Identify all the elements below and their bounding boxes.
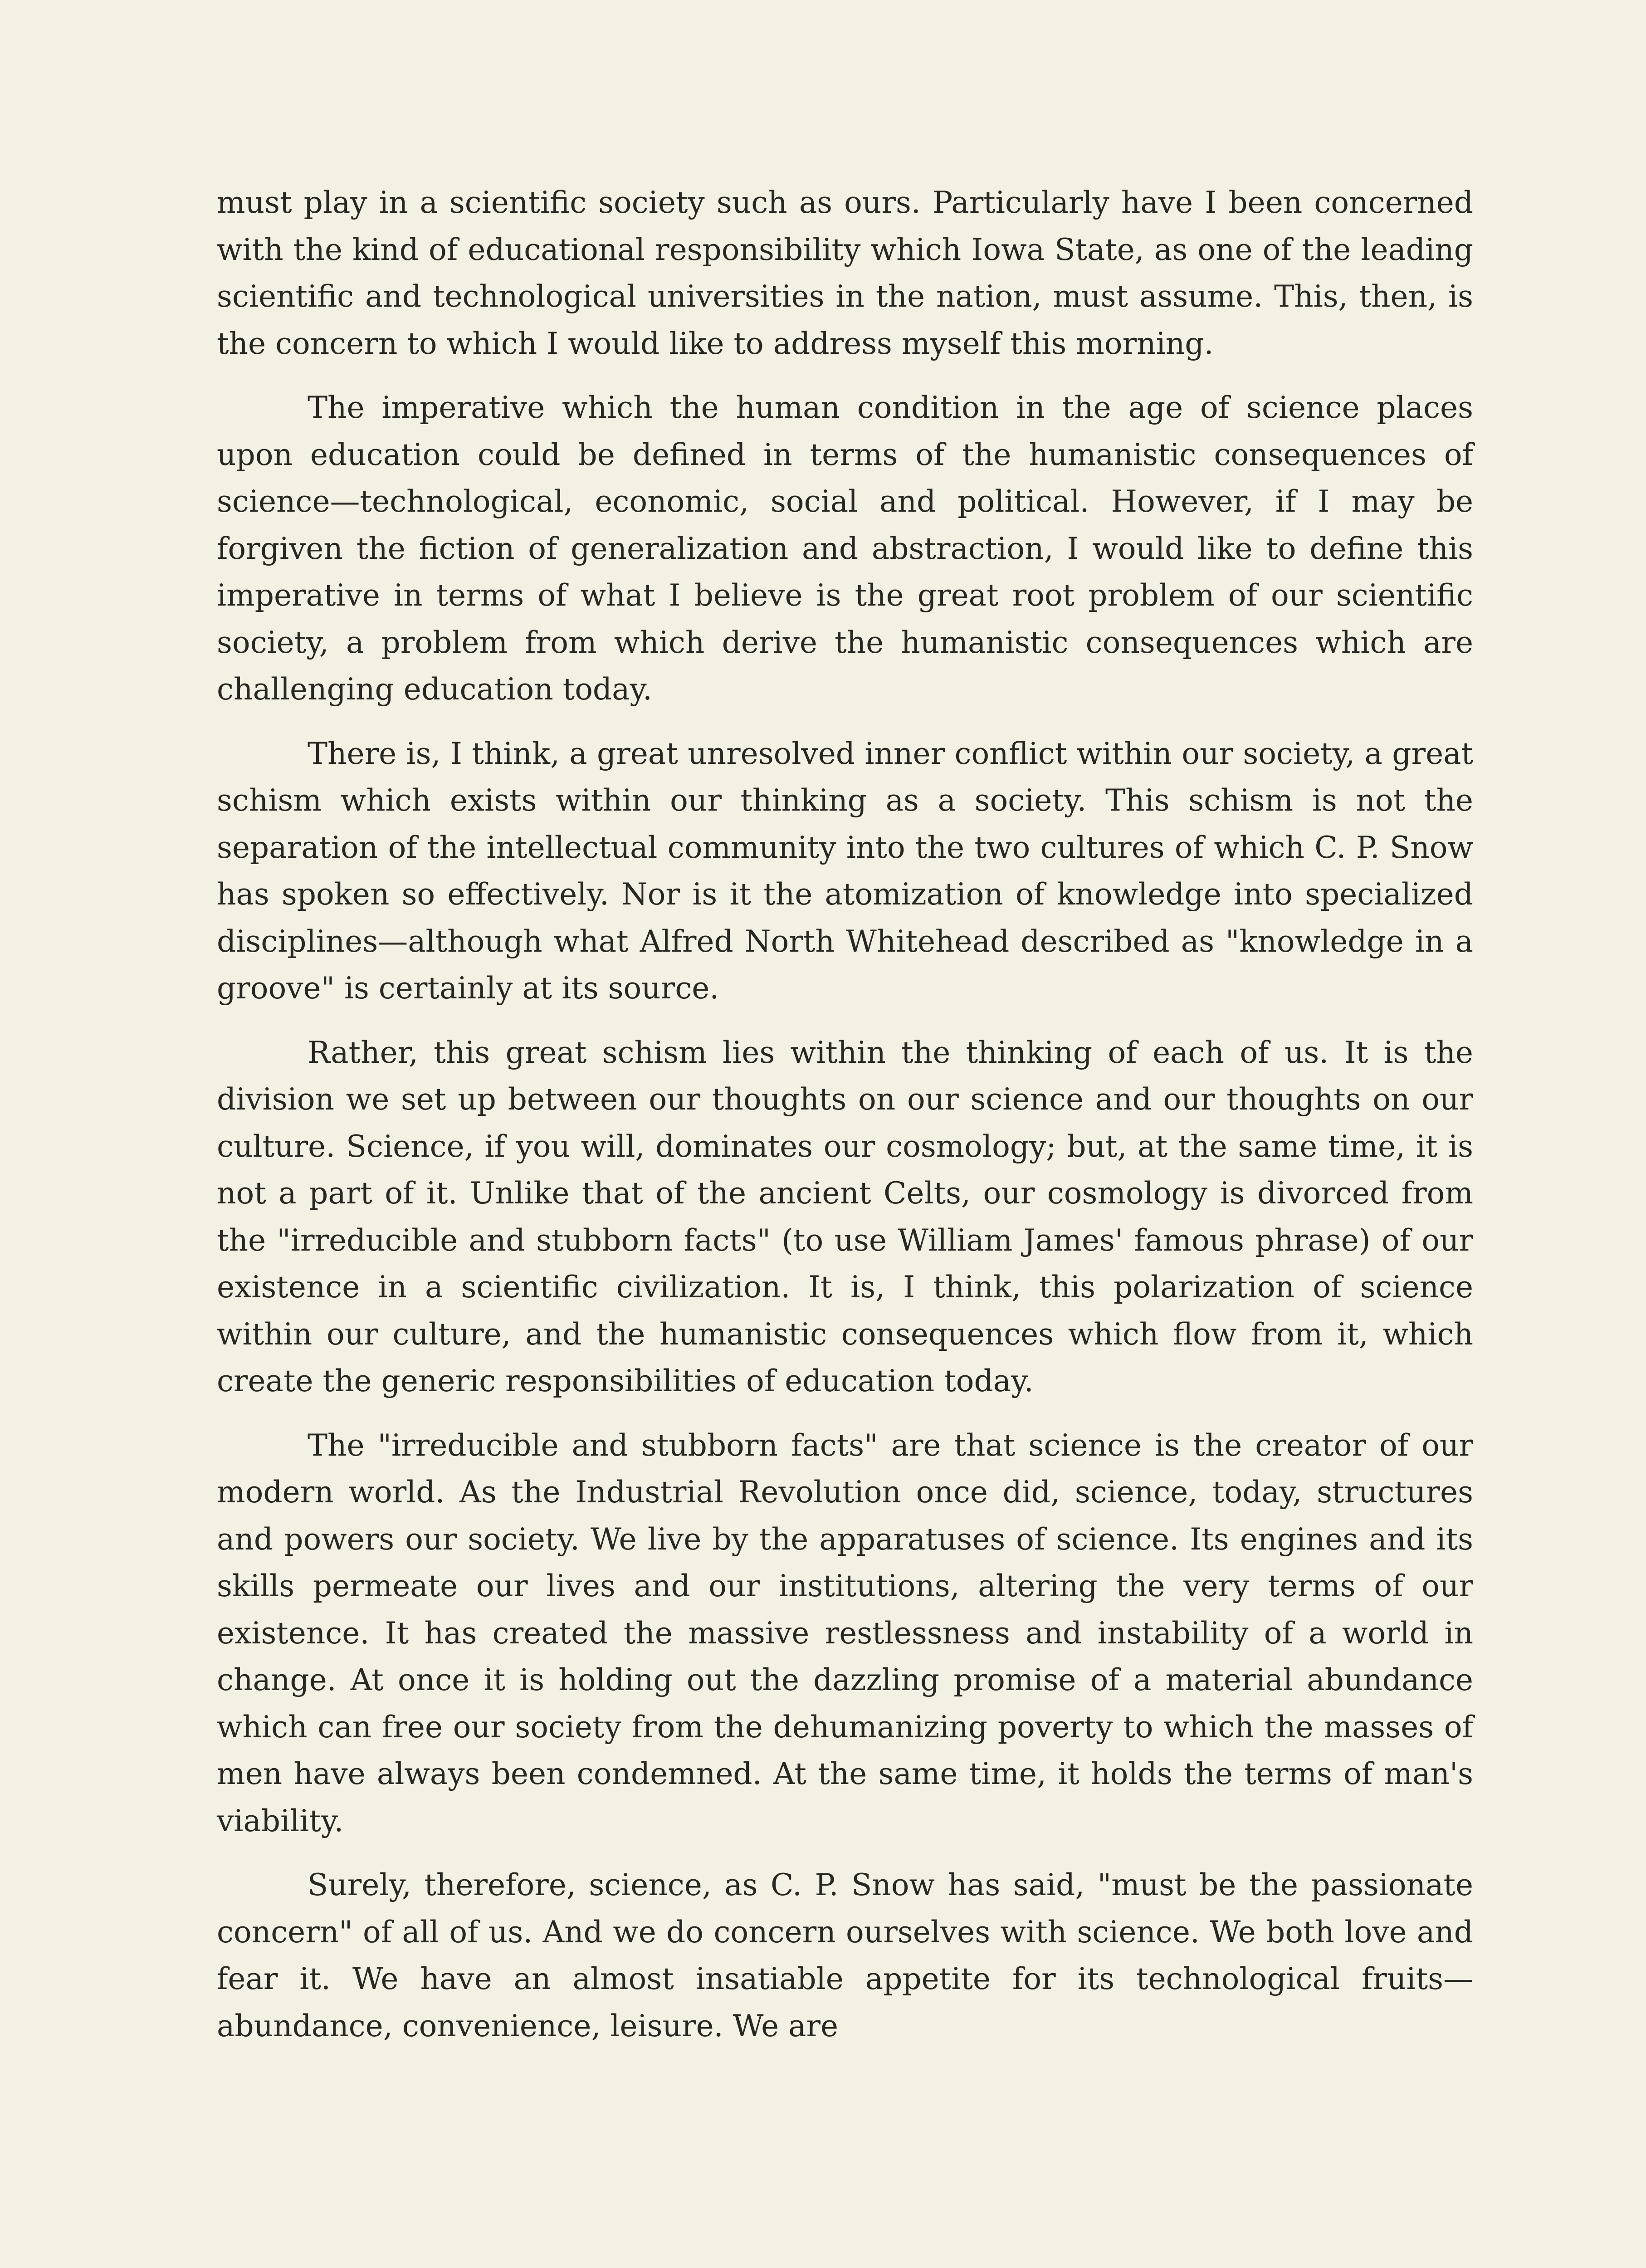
paragraph-4: Rather, this great schism lies within the thinking of each of us. It is the division we set up between our thoughts on our science and our thoughts on our culture. Science, if you will, dominates our cosmology; but, at the same time, it is not a part of it. Unlike that of the ancient Celts, our cosmology is divorced from the "irreducible and stubborn facts" (to use William James' famous phrase) of our existence in a scientific civilization. It is, I think, this polarization of science within our culture, and the humanistic consequences which flow from it, which create the generic responsibilities of education today.: [217, 1035, 1473, 1398]
paragraph-3: There is, I think, a great unresolved inner conflict within our society, a great schism which exists within our thinking as a society. This schism is not the separation of the intellectual community into the two cultures of which C. P. Snow has spoken so effectively. Nor is it the atomization of knowledge into specialized disciplines—although what Alfred North Whitehead described as "knowledge in a groove" is certainly at its source.: [217, 736, 1473, 1006]
paragraph-2: The imperative which the human condition in the age of science places upon education could be defined in terms of the humanistic consequences of science—technological, economic, social and political. However, if I may be forgiven the fiction of generalization and abstraction, I would like to define this imperative in terms of what I believe is the great root problem of our scientific society, a problem from which derive the humanistic consequences which are challenging education today.: [217, 390, 1473, 707]
paragraph-1: must play in a scientific society such as ours. Particularly have I been concerned with the kind of educational responsibility which Iowa State, as one of the leading scientific and technological universities in the nation, must assume. This, then, is the concern to which I would like to address myself this morning.: [217, 185, 1473, 361]
body-text: [217, 179, 1473, 2067]
paragraph-6: Surely, therefore, science, as C. P. Snow has said, "must be the passionate concern" of all of us. And we do concern ourselves with science. We both love and fear it. We have an almost insatiable appetite for its technological fruits—abundance, convenience, leisure. We are: [217, 1867, 1473, 2043]
paragraph-5: The "irreducible and stubborn facts" are that science is the creator of our modern world. As the Industrial Revolution once did, science, today, structures and powers our society. We live by the apparatuses of science. Its engines and its skills permeate our lives and our institutions, altering the very terms of our existence. It has created the massive restlessness and instability of a world in change. At once it is holding out the dazzling promise of a material abundance which can free our society from the dehumanizing poverty to which the masses of men have always been condemned. At the same time, it holds the terms of man's viability.: [217, 1427, 1473, 1838]
